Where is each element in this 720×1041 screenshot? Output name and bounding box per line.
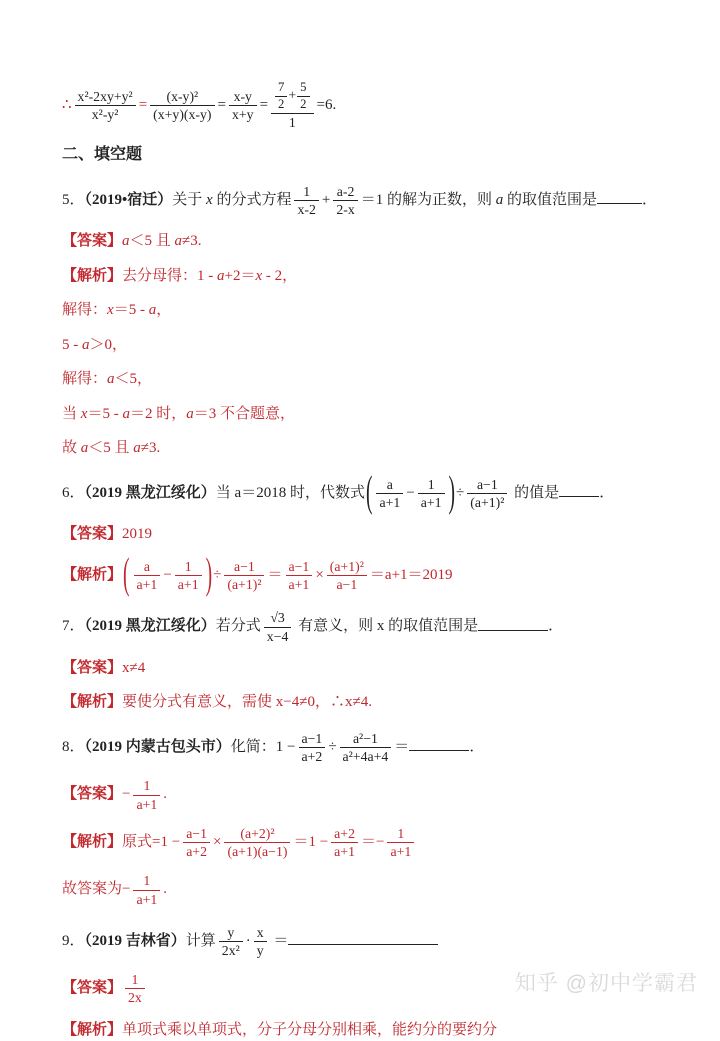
fraction-numerator: (a+2)²: [224, 825, 290, 843]
text-run: a: [495, 192, 504, 209]
text-run: ＝a+1＝2019: [369, 567, 453, 584]
fraction-numerator: x²-2xy+y²: [75, 88, 136, 106]
math-fraction: [275, 80, 287, 113]
text-run: - 2，: [262, 267, 298, 284]
fraction-denominator: x-2: [297, 202, 316, 218]
fraction-denominator: a+1: [177, 577, 199, 593]
q5-analysis-line2: [62, 299, 680, 322]
text-run: 的分式方程: [212, 192, 292, 209]
fraction-denominator: 1: [288, 114, 296, 130]
fraction-numerator: y: [219, 924, 243, 942]
text-run: 的值是: [510, 485, 560, 502]
text-run: +: [288, 87, 297, 103]
fraction-denominator: a−1: [336, 577, 358, 593]
text-run: .: [163, 786, 168, 803]
q7-question: [62, 609, 680, 644]
text-run: ＝1 −: [293, 833, 329, 850]
text-run: 单项式乘以单项式，分子分母分别相乘，能约分的要约分: [122, 1021, 498, 1038]
math-fraction: [333, 183, 357, 218]
intro-formula: [62, 80, 680, 131]
math-fraction: [297, 80, 309, 113]
fraction-numerator: x-y: [229, 88, 257, 106]
text-run: ＝1 的解为正数，则: [360, 192, 496, 209]
text-run: 【解析】: [62, 833, 123, 850]
text-run: ＜5 且: [129, 233, 175, 250]
big-right-paren: ): [448, 470, 456, 517]
math-fraction: [229, 88, 257, 123]
fraction-denominator: (x+y)(x-y): [153, 106, 212, 122]
text-run: 5 -: [62, 336, 82, 353]
fraction-numerator: 1: [387, 825, 414, 843]
q6-question: [62, 470, 680, 517]
q5-question: [62, 183, 680, 218]
fraction-numerator: (a+1)²: [327, 558, 367, 576]
zhihu-watermark: 知乎 @初中学霸君: [514, 972, 698, 995]
fraction-numerator: √3: [264, 609, 292, 627]
text-run: =: [259, 96, 269, 113]
text-run: 化简：1 −: [230, 739, 296, 756]
text-run: a: [107, 371, 115, 388]
fraction-numerator: a²−1: [340, 730, 392, 748]
text-run: −: [163, 567, 172, 584]
fraction-denominator: a+1: [136, 891, 158, 907]
text-run: a: [122, 233, 130, 250]
math-fraction: [150, 88, 214, 123]
text-run: ＝5 -: [113, 302, 149, 319]
text-run: 7．: [62, 618, 85, 635]
answer-blank-underline: [409, 735, 469, 751]
math-fraction: [175, 558, 202, 593]
text-run: 要使分式有意义，需使 x−4≠0，∴x≠4.: [122, 694, 372, 711]
text-run: x≠4: [122, 659, 146, 676]
text-run: ．: [548, 618, 564, 635]
math-fraction: [418, 476, 445, 511]
text-run: 当: [62, 405, 81, 422]
fraction-numerator: (x-y)²: [150, 88, 214, 106]
section-title: [62, 143, 680, 167]
fraction-numerator: 1: [418, 476, 445, 494]
math-fraction: [254, 924, 267, 959]
q6-analysis: [62, 552, 680, 599]
text-run: a: [80, 440, 89, 457]
text-run: ．: [599, 485, 615, 502]
q5-analysis-line4: [62, 368, 680, 391]
math-fraction: [387, 825, 414, 860]
text-run: =: [217, 96, 226, 113]
math-fraction: [467, 476, 507, 511]
text-run: ÷: [213, 567, 222, 584]
fraction-numerator: a: [134, 558, 161, 576]
fraction-numerator: x: [254, 924, 267, 942]
text-run: x: [80, 405, 88, 422]
answer-blank-underline: [478, 614, 548, 630]
text-run: 故: [62, 440, 81, 457]
q9-question: [62, 924, 680, 959]
fraction-numerator: a+2: [331, 825, 358, 843]
fraction-numerator: a−1: [183, 825, 210, 843]
fraction-numerator: 1: [294, 183, 318, 201]
text-run: 去分母得：1 -: [122, 267, 218, 284]
fraction-denominator: (a+1)²: [227, 577, 262, 593]
text-run: 有意义，则 x 的取值范围是: [294, 618, 479, 635]
fraction-denominator: x+y: [231, 106, 254, 122]
math-fraction: [134, 558, 161, 593]
fraction-numerator: 7: [275, 80, 287, 97]
text-run: 若分式: [215, 618, 261, 635]
text-run: ．: [469, 739, 485, 756]
text-run: ．: [642, 192, 658, 209]
math-fraction: [133, 872, 160, 907]
text-run: ＜5，: [114, 371, 153, 388]
answer-blank-underline: [597, 188, 642, 204]
q6-answer: [62, 523, 680, 546]
text-run: ＝: [269, 932, 289, 949]
text-run: a: [186, 405, 194, 422]
text-run: 【解析】: [62, 267, 123, 284]
text-run: （2019 黑龙江绥化）: [84, 618, 216, 635]
text-run: −: [122, 786, 131, 803]
answer-blank-underline: [288, 929, 438, 945]
fraction-numerator: a: [376, 476, 403, 494]
text-run: ≠3.: [140, 440, 161, 457]
fraction-denominator: x²-y²: [91, 106, 119, 122]
q5-analysis-line3: [62, 334, 680, 357]
math-fraction: [299, 730, 326, 765]
fraction-denominator: 2x²: [221, 942, 240, 958]
q5-answer: [62, 230, 680, 253]
math-fraction: [224, 825, 290, 860]
fraction-denominator: 2x: [128, 990, 142, 1006]
text-run: ×: [315, 567, 324, 584]
q5-analysis-line1: [62, 265, 680, 288]
fraction-denominator: y: [256, 942, 264, 958]
text-run: a: [148, 302, 157, 319]
fraction-denominator: 2: [278, 96, 285, 111]
text-run: a: [133, 440, 141, 457]
text-run: 8．: [62, 739, 85, 756]
text-run: 【解析】: [62, 1021, 123, 1038]
fraction-numerator: 1: [125, 971, 145, 989]
text-run: （2019 内蒙古包头市）: [84, 739, 231, 756]
text-run: ＜5 且: [88, 440, 134, 457]
q8-analysis-line2: [62, 872, 680, 907]
q8-analysis-line1: [62, 825, 680, 860]
text-run: 【解析】: [62, 694, 123, 711]
answer-blank-underline: [559, 481, 599, 497]
q8-question: [62, 730, 680, 765]
fraction-denominator: a+1: [136, 577, 158, 593]
text-run: 计算: [185, 932, 216, 949]
math-fraction: [331, 825, 358, 860]
text-run: 2019: [122, 526, 153, 543]
text-run: a: [122, 405, 130, 422]
text-run: ×: [213, 833, 222, 850]
fraction-numerator: 5: [297, 80, 309, 97]
fraction-numerator: [271, 80, 313, 114]
text-run: ＝5 -: [87, 405, 123, 422]
big-right-paren: ): [205, 552, 213, 599]
math-fraction: [133, 777, 160, 812]
text-run: 【答案】: [62, 233, 123, 250]
text-run: a: [217, 267, 225, 284]
math-fraction: [264, 609, 292, 644]
text-run: =6.: [316, 96, 337, 113]
q8-answer: [62, 777, 680, 812]
text-run: 的取值范围是: [503, 192, 598, 209]
math-fraction: [286, 558, 313, 593]
text-run: 关于: [172, 192, 207, 209]
fraction-denominator: a+1: [334, 844, 355, 860]
fraction-numerator: a−1: [224, 558, 264, 576]
text-run: ·: [245, 932, 251, 949]
q7-analysis: [62, 691, 680, 714]
text-run: .: [163, 881, 168, 898]
fraction-denominator: a+2: [186, 844, 207, 860]
text-run: a: [174, 233, 183, 250]
text-run: 【答案】: [62, 659, 123, 676]
fraction-numerator: a−1: [299, 730, 326, 748]
fraction-numerator: 1: [175, 558, 202, 576]
text-run: x: [206, 192, 213, 209]
text-run: =: [138, 96, 148, 113]
math-fraction: [224, 558, 264, 593]
fraction-numerator: 1: [133, 872, 160, 890]
math-fraction: [271, 80, 313, 131]
q7-answer: [62, 657, 680, 680]
math-fraction: [219, 924, 243, 959]
big-left-paren: (: [123, 552, 130, 599]
text-run: 解得：: [62, 371, 108, 388]
text-run: ÷: [328, 739, 337, 756]
text-run: 原式=1 −: [122, 833, 181, 850]
fraction-numerator: a−1: [286, 558, 313, 576]
text-run: ＝−: [360, 833, 385, 850]
math-fraction: [125, 971, 145, 1006]
text-run: ＝2 时，: [129, 405, 187, 422]
text-run: x: [107, 302, 114, 319]
text-run: 6．: [62, 485, 85, 502]
text-run: −: [406, 485, 415, 502]
text-run: ，: [156, 302, 172, 319]
fraction-denominator: 2-x: [336, 202, 355, 218]
text-run: 【解析】: [62, 567, 123, 584]
fraction-numerator: a-2: [333, 183, 357, 201]
math-fraction: [376, 476, 403, 511]
q5-analysis-line5: [62, 403, 680, 426]
text-run: +2＝: [224, 267, 256, 284]
text-run: 5．: [62, 192, 85, 209]
fraction-denominator: a+1: [420, 495, 442, 511]
q9-analysis: [62, 1019, 680, 1041]
text-run: +: [321, 192, 331, 209]
text-run: ＝: [267, 567, 283, 584]
big-left-paren: (: [365, 470, 373, 517]
text-run: x: [255, 267, 263, 284]
text-run: 【答案】: [62, 526, 123, 543]
text-run: 9．: [62, 932, 85, 949]
text-run: （2019 黑龙江绥化）: [84, 485, 216, 502]
text-run: 故答案为−: [62, 881, 131, 898]
text-run: ＝: [394, 739, 410, 756]
fraction-numerator: a−1: [467, 476, 507, 494]
text-run: （2019•宿迁）: [84, 192, 173, 209]
fraction-denominator: x−4: [266, 628, 289, 644]
math-fraction: [75, 88, 136, 123]
math-fraction: [183, 825, 210, 860]
math-fraction: [294, 183, 318, 218]
text-run: a: [82, 336, 90, 353]
fraction-denominator: a²+4a+4: [342, 749, 389, 765]
q5-analysis-line6: [62, 437, 680, 460]
fraction-denominator: (a+1)(a−1): [227, 844, 288, 860]
fraction-denominator: a+1: [288, 577, 310, 593]
fraction-denominator: a+2: [301, 749, 323, 765]
text-run: ∴: [62, 96, 72, 113]
text-run: 解得：: [62, 302, 108, 319]
text-run: ≠3.: [182, 233, 202, 250]
text-run: ＝3 不合题意，: [193, 405, 295, 422]
math-fraction: [327, 558, 367, 593]
text-run: 【答案】: [62, 786, 123, 803]
text-run: 【答案】: [62, 980, 123, 997]
text-run: ＞0，: [89, 336, 128, 353]
fraction-denominator: a+1: [379, 495, 401, 511]
text-run: （2019 吉林省）: [84, 932, 186, 949]
text-run: ÷: [456, 485, 465, 502]
math-fraction: [340, 730, 392, 765]
fraction-denominator: a+1: [136, 796, 158, 812]
fraction-denominator: 2: [300, 96, 307, 111]
fraction-denominator: a+1: [390, 844, 412, 860]
fraction-numerator: 1: [133, 777, 160, 795]
fraction-denominator: (a+1)²: [470, 495, 505, 511]
text-run: 当 a＝2018 时，代数式: [215, 485, 365, 502]
text-run: 二、填空题: [62, 145, 143, 163]
